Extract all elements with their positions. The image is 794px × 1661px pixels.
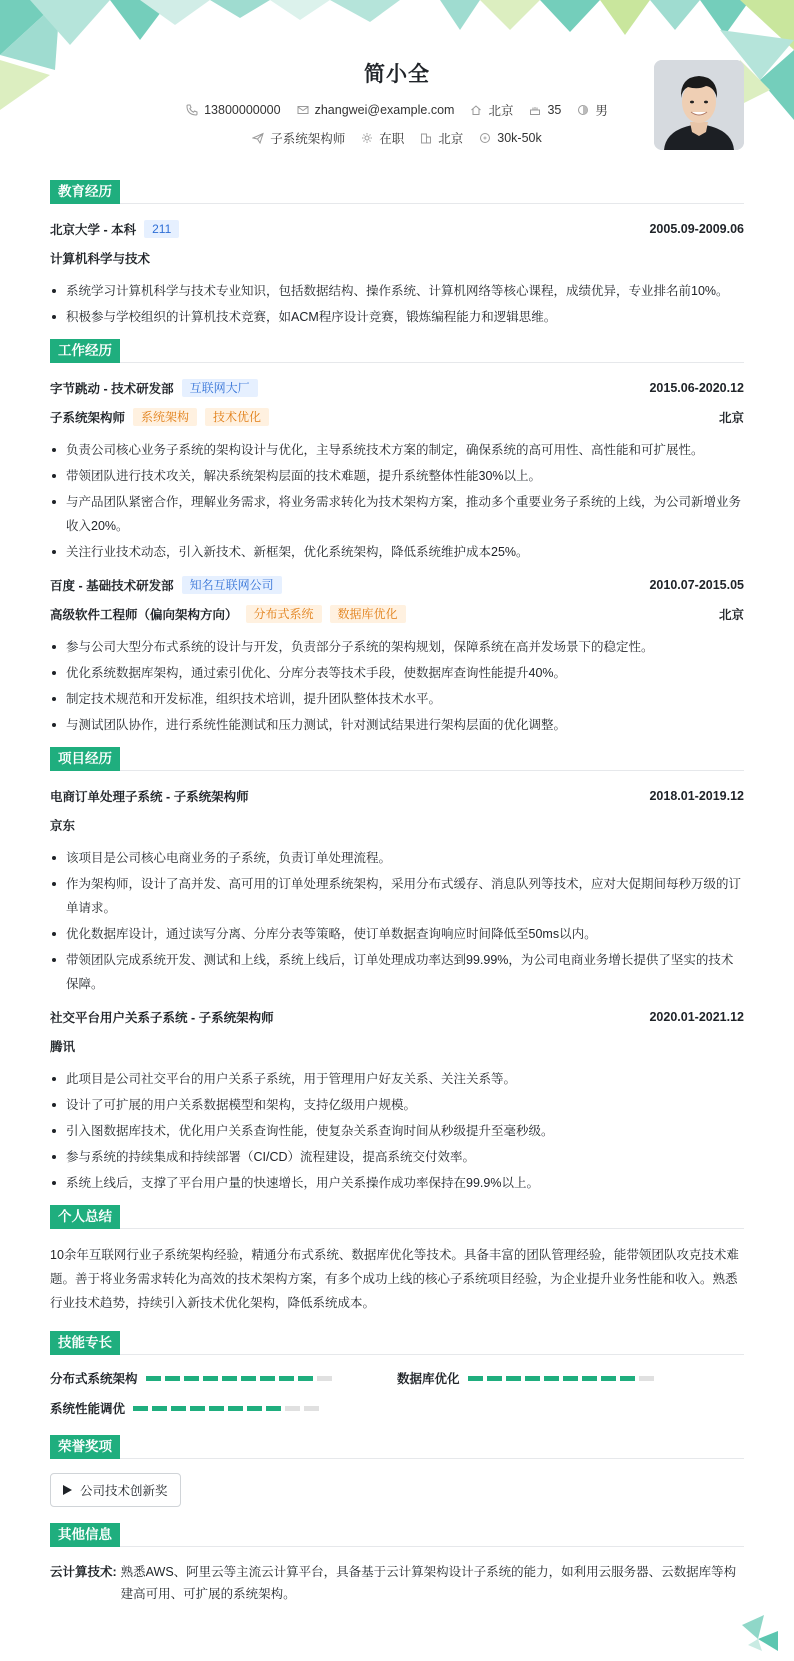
work-date: 2015.06-2020.12	[649, 381, 744, 395]
target-city-item	[420, 129, 463, 147]
avatar-portrait-icon	[654, 60, 744, 150]
candidate-name: 简小全	[364, 63, 430, 86]
summary-section-title: 个人总结	[50, 1205, 120, 1229]
skill-segment-filled	[620, 1376, 635, 1381]
status-text: 在职	[379, 132, 405, 146]
target-position-item	[252, 129, 345, 147]
education-date: 2005.09-2009.06	[649, 222, 744, 236]
salary-text: 30k-50k	[497, 131, 542, 145]
major-name: 计算机科学与技术	[50, 252, 151, 266]
skill-segment-empty	[285, 1406, 300, 1411]
work-bullets	[50, 635, 744, 737]
list-item: 该项目是公司核心电商业务的子系统，负责订单处理流程。	[50, 846, 744, 870]
skill-segment-filled	[468, 1376, 483, 1381]
list-item: 带领团队进行技术攻关，解决系统架构层面的技术难题，提升系统整体性能30%以上。	[50, 464, 744, 488]
school-name: 北京大学 - 本科	[50, 223, 137, 237]
age-item	[529, 103, 561, 117]
skill-name: 数据库优化	[397, 1372, 460, 1386]
list-item: 制定技术规范和开发标准，组织技术培训，提升团队整体技术水平。	[50, 687, 744, 711]
work-section	[50, 339, 744, 737]
other-info-key: 云计算技术:	[50, 1565, 117, 1579]
skill-segment-filled	[146, 1376, 161, 1381]
list-item: 优化系统数据库架构，通过索引优化、分库分表等技术手段，使数据库查询性能提升40%。	[50, 661, 744, 685]
skill-segment-filled	[279, 1376, 294, 1381]
job-role: 高级软件工程师（偏向架构方向）	[50, 608, 238, 622]
projects-section-title: 项目经历	[50, 747, 120, 771]
skill-segment-filled	[260, 1376, 275, 1381]
other-section-header	[50, 1523, 744, 1547]
email-icon	[297, 104, 309, 116]
other-info-row	[50, 1561, 744, 1605]
skill-segment-filled	[152, 1406, 167, 1411]
company-tag: 互联网大厂	[182, 379, 258, 397]
city-text: 北京	[488, 104, 514, 118]
role-tag: 分布式系统	[246, 605, 322, 623]
status-item	[361, 129, 404, 147]
project-entry	[50, 785, 744, 996]
work-entry	[50, 377, 744, 564]
education-section-title: 教育经历	[50, 180, 120, 204]
work-section-header	[50, 339, 744, 363]
list-item: 系统学习计算机科学与技术专业知识，包括数据结构、操作系统、计算机网络等核心课程，成绩优异，专业排名前10%。	[50, 279, 744, 303]
summary-section	[50, 1205, 744, 1315]
gender-icon	[577, 104, 589, 116]
skill-segment-filled	[133, 1406, 148, 1411]
city-item	[470, 101, 513, 119]
skill-segment-filled	[209, 1406, 224, 1411]
role-tag: 系统架构	[133, 408, 197, 426]
project-date: 2018.01-2019.12	[649, 789, 744, 803]
skill-segment-filled	[228, 1406, 243, 1411]
education-entry	[50, 218, 744, 329]
gear-icon	[361, 132, 373, 144]
play-triangle-icon	[63, 1485, 72, 1495]
skill-name: 分布式系统架构	[50, 1372, 138, 1386]
award-item	[50, 1473, 181, 1507]
project-bullets	[50, 1067, 744, 1195]
gender-text: 男	[595, 104, 608, 118]
skill-segment-filled	[203, 1376, 218, 1381]
resume-header	[50, 0, 744, 170]
skill-level-bar	[468, 1376, 654, 1381]
skill-item	[397, 1369, 744, 1387]
skill-segment-filled	[165, 1376, 180, 1381]
skill-segment-empty	[304, 1406, 319, 1411]
other-info-value: 熟悉AWS、阿里云等主流云计算平台，具备基于云计算架构设计子系统的能力，如利用云服务器、云数据库等构建高可用、可扩展的系统架构。	[120, 1565, 737, 1601]
school-tag: 211	[144, 220, 179, 238]
work-bullets	[50, 438, 744, 564]
projects-section	[50, 747, 744, 1195]
project-entry	[50, 1006, 744, 1195]
phone-icon	[186, 104, 198, 116]
list-item: 与产品团队紧密合作，理解业务需求，将业务需求转化为技术架构方案，推动多个重要业务子系统的上线，为公司新增业务收入20%。	[50, 490, 744, 538]
skill-segment-filled	[563, 1376, 578, 1381]
skills-section	[50, 1331, 744, 1417]
skill-segment-filled	[247, 1406, 262, 1411]
skill-segment-filled	[487, 1376, 502, 1381]
list-item: 参与公司大型分布式系统的设计与开发，负责部分子系统的架构规划，保障系统在高并发场景下的稳定性。	[50, 635, 744, 659]
skill-segment-filled	[171, 1406, 186, 1411]
skills-section-title: 技能专长	[50, 1331, 120, 1355]
email-text: zhangwei@example.com	[314, 103, 455, 117]
skill-segment-filled	[190, 1406, 205, 1411]
skill-segment-filled	[525, 1376, 540, 1381]
summary-section-header	[50, 1205, 744, 1229]
work-date: 2010.07-2015.05	[649, 578, 744, 592]
skill-segment-filled	[298, 1376, 313, 1381]
list-item: 带领团队完成系统开发、测试和上线，系统上线后，订单处理成功率达到99.99%，为公司电商业务增长提供了坚实的技术保障。	[50, 948, 744, 996]
awards-section	[50, 1435, 744, 1507]
summary-text: 10余年互联网行业子系统架构经验，精通分布式系统、数据库优化等技术。具备丰富的团队管理经验，能带领团队攻克技术难题。善于将业务需求转化为高效的技术架构方案，有多个成功上线的核心子系统项目经验，为企业提升业务性能和收入。熟悉行业技术趋势，持续引入新技术优化架构，降低系统成本。	[50, 1248, 739, 1310]
list-item: 此项目是公司社交平台的用户关系子系统，用于管理用户好友关系、关注关系等。	[50, 1067, 744, 1091]
skill-segment-filled	[544, 1376, 559, 1381]
awards-section-title: 荣誉奖项	[50, 1435, 120, 1459]
skill-level-bar	[133, 1406, 319, 1411]
cake-icon	[529, 104, 541, 116]
company-name: 字节跳动 - 技术研发部	[50, 382, 174, 396]
coin-icon	[479, 132, 491, 144]
home-icon	[470, 104, 482, 116]
skill-segment-filled	[241, 1376, 256, 1381]
age-text: 35	[547, 103, 562, 117]
phone-text: 13800000000	[204, 103, 281, 117]
skill-segment-filled	[506, 1376, 521, 1381]
education-section-header	[50, 180, 744, 204]
projects-section-header	[50, 747, 744, 771]
skill-name: 系统性能调优	[50, 1402, 126, 1416]
list-item: 负责公司核心业务子系统的架构设计与优化，主导系统技术方案的制定，确保系统的高可用性、高性能和可扩展性。	[50, 438, 744, 462]
list-item: 引入图数据库技术，优化用户关系查询性能，使复杂关系查询时间从秒级提升至毫秒级。	[50, 1119, 744, 1143]
project-name: 电商订单处理子系统 - 子系统架构师	[50, 790, 249, 804]
contact-info-row	[50, 101, 744, 119]
skill-segment-filled	[184, 1376, 199, 1381]
skill-level-bar	[146, 1376, 332, 1381]
role-tag: 技术优化	[205, 408, 269, 426]
skill-segment-filled	[601, 1376, 616, 1381]
list-item: 优化数据库设计，通过读写分离、分库分表等策略，使订单数据查询响应时间降低至50ms以内。	[50, 922, 744, 946]
project-date: 2020.01-2021.12	[649, 1010, 744, 1024]
job-intent-row	[50, 129, 744, 147]
skill-segment-empty	[639, 1376, 654, 1381]
company-name: 百度 - 基础技术研发部	[50, 579, 174, 593]
award-name: 公司技术创新奖	[80, 1484, 168, 1498]
skill-item	[50, 1369, 397, 1387]
skills-section-header	[50, 1331, 744, 1355]
education-bullets	[50, 279, 744, 329]
project-org: 腾讯	[50, 1040, 76, 1054]
skill-segment-empty	[317, 1376, 332, 1381]
list-item: 参与系统的持续集成和持续部署（CI/CD）流程建设，提高系统交付效率。	[50, 1145, 744, 1169]
job-role: 子系统架构师	[50, 411, 126, 425]
skills-list	[50, 1369, 744, 1417]
role-tag: 数据库优化	[330, 605, 406, 623]
education-section	[50, 180, 744, 329]
list-item: 关注行业技术动态，引入新技术、新框架，优化系统架构，降低系统维护成本25%。	[50, 540, 744, 564]
project-bullets	[50, 846, 744, 996]
email-item	[297, 103, 455, 117]
work-city: 北京	[718, 411, 744, 425]
work-entry	[50, 574, 744, 737]
list-item: 系统上线后，支撑了平台用户量的快速增长，用户关系操作成功率保持在99.9%以上。	[50, 1171, 744, 1195]
list-item: 与测试团队协作，进行系统性能测试和压力测试，针对测试结果进行架构层面的优化调整。	[50, 713, 744, 737]
building-icon	[420, 132, 432, 144]
skill-segment-filled	[222, 1376, 237, 1381]
work-city: 北京	[718, 608, 744, 622]
project-name: 社交平台用户关系子系统 - 子系统架构师	[50, 1011, 274, 1025]
phone-item	[186, 103, 280, 117]
list-item: 设计了可扩展的用户关系数据模型和架构，支持亿级用户规模。	[50, 1093, 744, 1117]
list-item: 积极参与学校组织的计算机技术竞赛，如ACM程序设计竞赛，锻炼编程能力和逻辑思维。	[50, 305, 744, 329]
target-position-text: 子系统架构师	[270, 132, 346, 146]
other-section	[50, 1523, 744, 1605]
gender-item	[577, 101, 608, 119]
avatar	[654, 60, 744, 150]
target-city-text: 北京	[438, 132, 464, 146]
other-section-title: 其他信息	[50, 1523, 120, 1547]
salary-item	[479, 131, 541, 145]
skill-item	[50, 1399, 397, 1417]
work-section-title: 工作经历	[50, 339, 120, 363]
skill-segment-filled	[582, 1376, 597, 1381]
awards-section-header	[50, 1435, 744, 1459]
company-tag: 知名互联网公司	[182, 576, 282, 594]
paper-plane-icon	[252, 132, 264, 144]
project-org: 京东	[50, 819, 76, 833]
skill-segment-filled	[266, 1406, 281, 1411]
corner-triangle-decoration	[742, 1615, 778, 1651]
list-item: 作为架构师，设计了高并发、高可用的订单处理系统架构，采用分布式缓存、消息队列等技术，应对大促期间每秒万级的订单请求。	[50, 872, 744, 920]
